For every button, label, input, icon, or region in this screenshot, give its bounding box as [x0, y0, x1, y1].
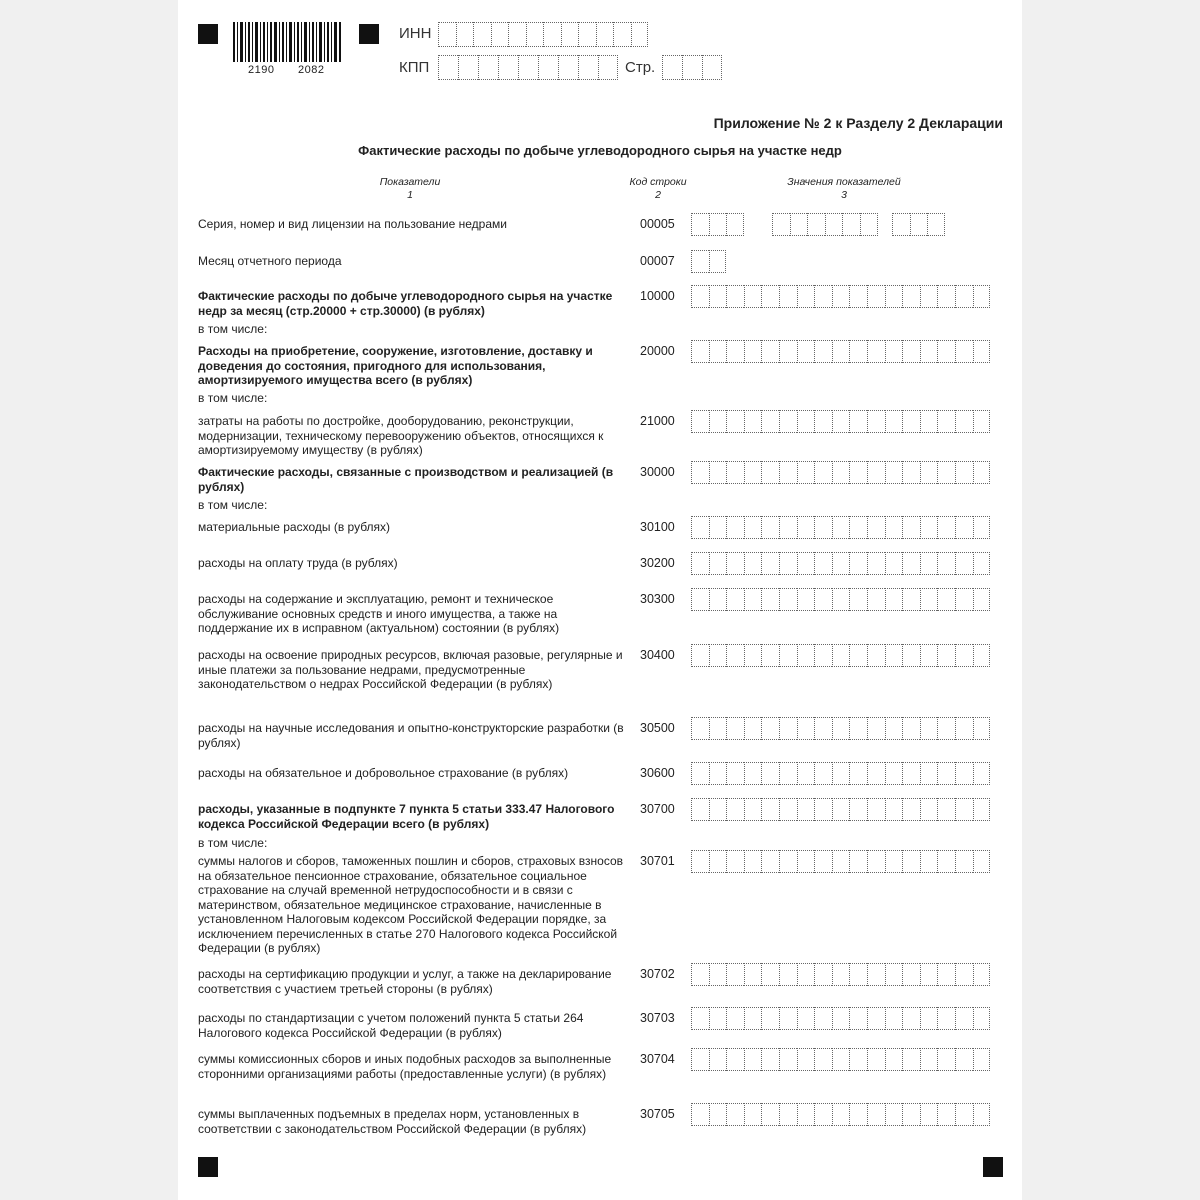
row-code: 30100	[640, 520, 675, 534]
row-label: суммы выплаченных подъемных в пределах норм, установленных в соответствии с законодательством Российской Федерации (в рублях)	[198, 1107, 587, 1136]
row-value-field[interactable]	[691, 516, 990, 539]
license-field-group[interactable]	[691, 213, 744, 236]
corner-marker-bottom-left	[198, 1157, 218, 1177]
appendix-title: Приложение № 2 к Разделу 2 Декларации	[713, 115, 1003, 131]
row-code: 30500	[640, 721, 675, 735]
row-code: 30701	[640, 854, 675, 868]
row-value-field[interactable]	[691, 644, 990, 667]
page-label: Стр.	[625, 59, 656, 76]
row-value-field[interactable]	[691, 1103, 990, 1126]
license-field-group[interactable]	[772, 213, 878, 236]
row-value-field[interactable]	[691, 762, 990, 785]
row-code: 20000	[640, 344, 675, 358]
barcode-number-left: 2190	[248, 64, 275, 76]
kpp-label: КПП	[399, 59, 430, 76]
barcode-number-right: 2082	[298, 64, 325, 76]
including-label: в том числе:	[198, 391, 268, 405]
column-header-values: Значения показателей 3	[787, 176, 901, 201]
row-label: Серия, номер и вид лицензии на пользование недрами	[198, 217, 507, 231]
corner-marker-top-left	[198, 24, 218, 44]
row-label: суммы налогов и сборов, таможенных пошлин и сборов, страховых взносов на обязательное пенсионное страхование, обязательное социальное страхование на случай временной нетрудоспособности и в связи с материнством, обязательное медицинское страхование, начисленные в установленном Налоговым кодексом Российской Федерации порядке, за исключением перечисленных в статье 270 Налогового кодекса Российской Федерации (в рублях)	[198, 854, 624, 955]
license-field-group[interactable]	[892, 213, 945, 236]
row-label: расходы на оплату труда (в рублях)	[198, 556, 398, 570]
including-label: в том числе:	[198, 498, 268, 512]
row-label: Расходы на приобретение, сооружение, изготовление, доставку и доведения до состояния, пригодного для использования, амортизируемого имущества всего (в рублях)	[198, 344, 593, 387]
row-value-field[interactable]	[691, 552, 990, 575]
row-value-field[interactable]	[691, 588, 990, 611]
row-code: 30400	[640, 648, 675, 662]
column-header-indicators: Показатели 1	[379, 176, 441, 201]
row-code: 10000	[640, 289, 675, 303]
row-label: расходы по стандартизации с учетом положений пункта 5 статьи 264 Налогового кодекса Российской Федерации (в рублях)	[198, 1011, 584, 1040]
row-value-field[interactable]	[691, 285, 990, 308]
row-value-field[interactable]	[691, 1007, 990, 1030]
row-value-field[interactable]	[691, 461, 990, 484]
including-label: в том числе:	[198, 836, 268, 850]
column-header-line-code: Код строки 2	[629, 176, 687, 201]
row-code: 30600	[640, 766, 675, 780]
row-code: 30200	[640, 556, 675, 570]
row-label: суммы комиссионных сборов и иных подобных расходов за выполненные сторонними организациями работы (предоставленные услуги) (в рублях)	[198, 1052, 612, 1081]
row-value-field[interactable]	[691, 1048, 990, 1071]
row-value-field[interactable]	[691, 850, 990, 873]
row-label: расходы на научные исследования и опытно-конструкторские разработки (в рублях)	[198, 721, 624, 750]
row-code: 30703	[640, 1011, 675, 1025]
row-label: Фактические расходы, связанные с производством и реализацией (в рублях)	[198, 465, 614, 494]
inn-field[interactable]	[438, 22, 648, 47]
row-label: расходы на освоение природных ресурсов, включая разовые, регулярные и иные платежи за пользование недрами, предусмотренные законодательством о недрах Российской Федерации (в рублях)	[198, 648, 623, 691]
row-label: расходы на обязательное и добровольное страхование (в рублях)	[198, 766, 569, 780]
page-number-field[interactable]	[662, 55, 722, 80]
row-value-field[interactable]	[691, 798, 990, 821]
inn-label: ИНН	[399, 25, 432, 42]
row-value-field[interactable]	[691, 963, 990, 986]
row-label: материальные расходы (в рублях)	[198, 520, 391, 534]
row-code: 30300	[640, 592, 675, 606]
form-title: Фактические расходы по добыче углеводородного сырья на участке недр	[358, 143, 842, 158]
row-label: Месяц отчетного периода	[198, 254, 342, 268]
row-value-field[interactable]	[691, 717, 990, 740]
row-label: расходы, указанные в подпункте 7 пункта 5 статьи 333.47 Налогового кодекса Российской Федерации всего (в рублях)	[198, 802, 615, 831]
row-code: 30704	[640, 1052, 675, 1066]
kpp-field[interactable]	[438, 55, 618, 80]
row-value-field[interactable]	[691, 410, 990, 433]
row-code: 21000	[640, 414, 675, 428]
row-code: 30705	[640, 1107, 675, 1121]
corner-marker-bottom-right	[983, 1157, 1003, 1177]
row-code: 00005	[640, 217, 675, 231]
row-code: 30700	[640, 802, 675, 816]
row-code: 00007	[640, 254, 675, 268]
row-code: 30702	[640, 967, 675, 981]
row-value-field[interactable]	[691, 250, 726, 273]
row-label: затраты на работы по достройке, дооборудованию, реконструкции, модернизации, техническому перевооружению объектов, относящихся к амортизируемому имуществу (в рублях)	[198, 414, 604, 457]
row-label: расходы на содержание и эксплуатацию, ремонт и техническое обслуживание основных средств и иного имущества, а также на поддержание их в исправном (актуальном) состоянии (в рублях)	[198, 592, 560, 635]
row-value-field[interactable]	[691, 340, 990, 363]
row-code: 30000	[640, 465, 675, 479]
row-label: Фактические расходы по добыче углеводородного сырья на участке недр за месяц (стр.20000 + стр.30000) (в рублях)	[198, 289, 613, 318]
row-label: расходы на сертификацию продукции и услуг, а также на декларирование соответствия с участием третьей стороны (в рублях)	[198, 967, 612, 996]
including-label: в том числе:	[198, 322, 268, 336]
corner-marker-top-right	[359, 24, 379, 44]
barcode-icon	[233, 22, 341, 62]
